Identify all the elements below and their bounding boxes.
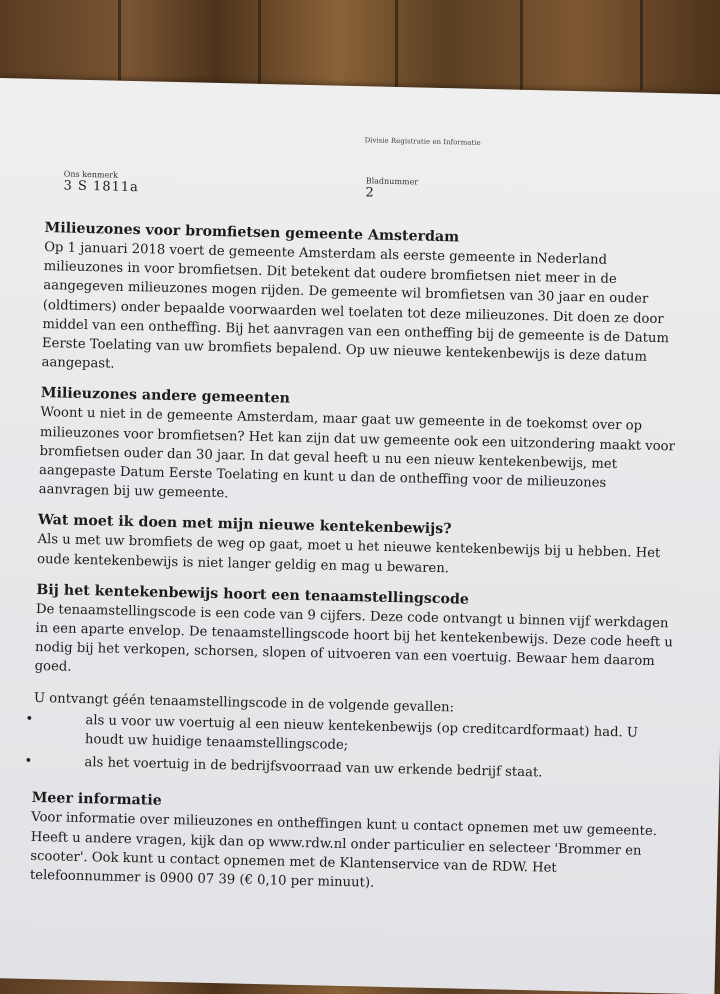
section-heading: Wat moet ik doen met mijn nieuwe kentekenbewijs? — [37, 512, 452, 538]
section-heading: Milieuzones andere gemeenten — [40, 385, 291, 408]
reference-block — [63, 169, 139, 195]
bullet-icon: • — [25, 711, 34, 727]
section-other-municipalities — [38, 384, 680, 514]
table-plank-seam — [640, 0, 643, 90]
section-paragraph: Woont u niet in de gemeente Amsterdam, maar gaat uw gemeente in de toekomst over op milieuzones voor bromfietsen? Het kan zijn dat uw gemeente ook een uitzondering maakt voor bromfietsen ouder dan 30 jaar. In dat geval heeft u nu een nieuw kentekenbewijs, met aangepaste Datum Eerste Toelating en kunt u dan de ontheffing voor de milieuzones aanvragen bij uw gemeente. — [38, 405, 676, 502]
letter-page — [0, 78, 720, 994]
section-heading: Meer informatie — [31, 790, 162, 810]
reference-value: 3 S 1811a — [63, 178, 139, 196]
table-plank-seam — [395, 0, 398, 90]
page-number-block — [365, 176, 418, 201]
section-paragraph: De tenaamstellingscode is een code van 9 cijfers. Deze code ontvangt u binnen vijf werkdagen in een aparte envelop. De tenaamstellingscode hoort bij het kentekenbewijs. Deze code heeft u nodig bij het verkopen, schorsen, slopen of uitvoeren van een voertuig. Bewaar hem daarom goed. — [34, 601, 674, 676]
no-code-intro: U ontvangt géén tenaamstellingscode in de volgende gevallen: — [33, 690, 455, 716]
bullet-icon: • — [24, 753, 33, 770]
list-item-text: als het voertuig in de bedrijfsvoorraad van uw erkende bedrijf staat. — [84, 755, 543, 781]
table-plank-seam — [118, 0, 121, 90]
table-plank-seam — [258, 0, 261, 90]
letter-body — [24, 129, 676, 891]
section-paragraph: Als u met uw bromfiets de weg op gaat, moet u het nieuwe kentekenbewijs bij u hebben. Het oude kentekenbewijs is niet langer geldig en mag u bewaren. — [36, 532, 661, 576]
section-paragraph: Op 1 januari 2018 voert de gemeente Amsterdam als eerste gemeente in Nederland milieuzones in voor bromfietsen. Dit betekent dat oudere bromfietsen niet meer in de aangegeven milieuzones mogen rijden. De gemeente wil bromfietsen van 30 jaar en ouder (oldtimers) onder bepaalde voorwaarden wel toelaten tot deze milieuzones. Dit doen ze door middel van een ontheffing. Bij het aanvragen van een ontheffing bij de gemeente is de Datum Eerste Toelating van uw bromfiets bepalend. Op uw nieuwe kentekenbewijs is deze datum aangepast. — [41, 240, 670, 372]
reference-label: Ons kenmerk — [63, 169, 119, 180]
letter-content — [24, 219, 684, 912]
page-number-label: Bladnummer — [365, 176, 419, 187]
section-more-info — [30, 789, 672, 899]
division-header: Divisie Registratie en Informatie — [364, 136, 481, 147]
section-paragraph: Voor informatie over milieuzones en ontheffingen kunt u contact opnemen met uw gemeente. Heeft u andere vragen, kijk dan op www.rdw.nl onder particulier en selecteer 'Brommer en scooter'. Ook kunt u contact opnemen met de Klantenservice van de RDW. Het telefoonnummer is 0900 07 39 (€ 0,10 per minuut). — [29, 810, 658, 891]
no-code-list — [24, 710, 673, 786]
section-heading: Milieuzones voor bromfietsen gemeente Amsterdam — [44, 220, 460, 246]
table-plank-seam — [520, 0, 523, 90]
section-heading: Bij het kentekenbewijs hoort een tenaamstellingscode — [36, 581, 470, 608]
section-new-registration — [37, 511, 678, 583]
list-item-text: als u voor uw voertuig al een nieuw kentekenbewijs (op creditcardformaat) had. U houdt uw huidige tenaamstellingscode; — [84, 712, 639, 754]
section-registration-code — [34, 581, 676, 691]
section-amsterdam — [41, 219, 684, 387]
page-number-value: 2 — [365, 185, 375, 201]
